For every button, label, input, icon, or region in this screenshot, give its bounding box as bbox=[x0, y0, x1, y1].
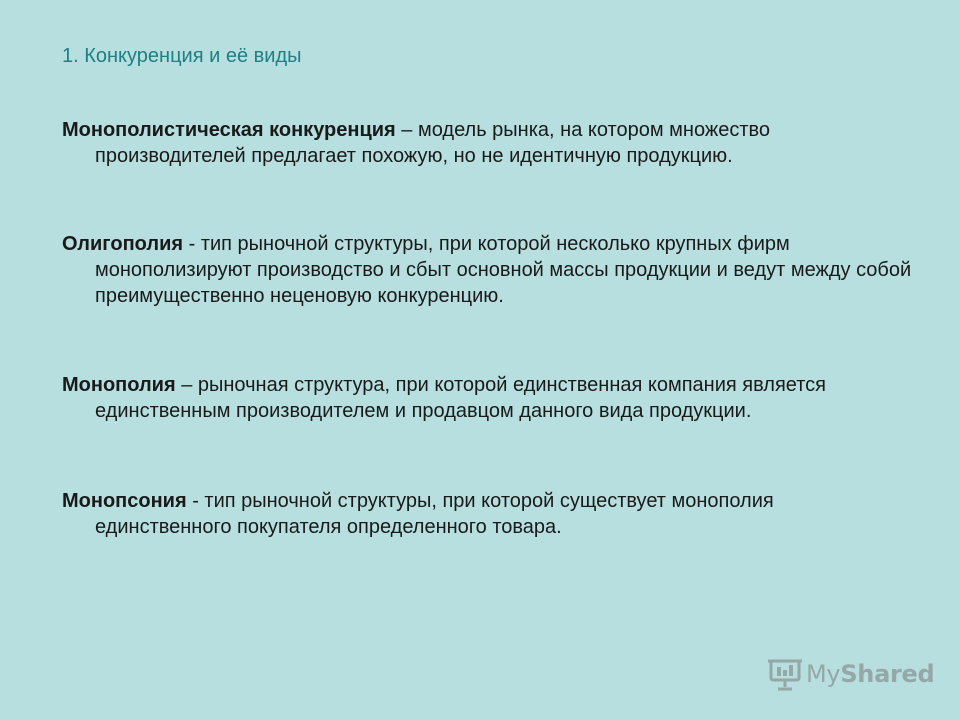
watermark-brand-bold: Shared bbox=[840, 660, 935, 688]
watermark-brand-light: My bbox=[806, 660, 841, 688]
definition-monopoly bbox=[62, 372, 915, 424]
definition-term: Монопсония bbox=[62, 490, 187, 512]
definition-term: Монополия bbox=[62, 374, 176, 396]
definition-monopsony bbox=[62, 488, 915, 540]
definition-oligopoly bbox=[62, 231, 915, 309]
definition-text: – модель рынка, на котором множество производителей предлагает похожую, но не идентичную продукцию. bbox=[95, 119, 771, 167]
myshared-watermark bbox=[768, 656, 934, 692]
definition-term: Монополистическая конкуренция bbox=[62, 119, 396, 141]
definition-text: - тип рыночной структуры, при которой существует монополия единственного покупателя определенного товара. bbox=[95, 490, 774, 538]
slide-title: 1. Конкуренция и её виды bbox=[62, 45, 302, 67]
presentation-screen-icon bbox=[768, 657, 802, 691]
definition-term: Олигополия bbox=[62, 233, 184, 255]
definition-text: - тип рыночной структуры, при которой несколько крупных фирм монополизируют производство и сбыт основной массы продукции и ведут между собой преимущественно неценовую конкуренцию. bbox=[95, 233, 912, 307]
definition-monopolistic-competition bbox=[62, 117, 915, 169]
definition-text: – рыночная структура, при которой единственная компания является единственным производителем и продавцом данного вида продукции. bbox=[95, 374, 826, 422]
watermark-brand bbox=[806, 660, 934, 688]
